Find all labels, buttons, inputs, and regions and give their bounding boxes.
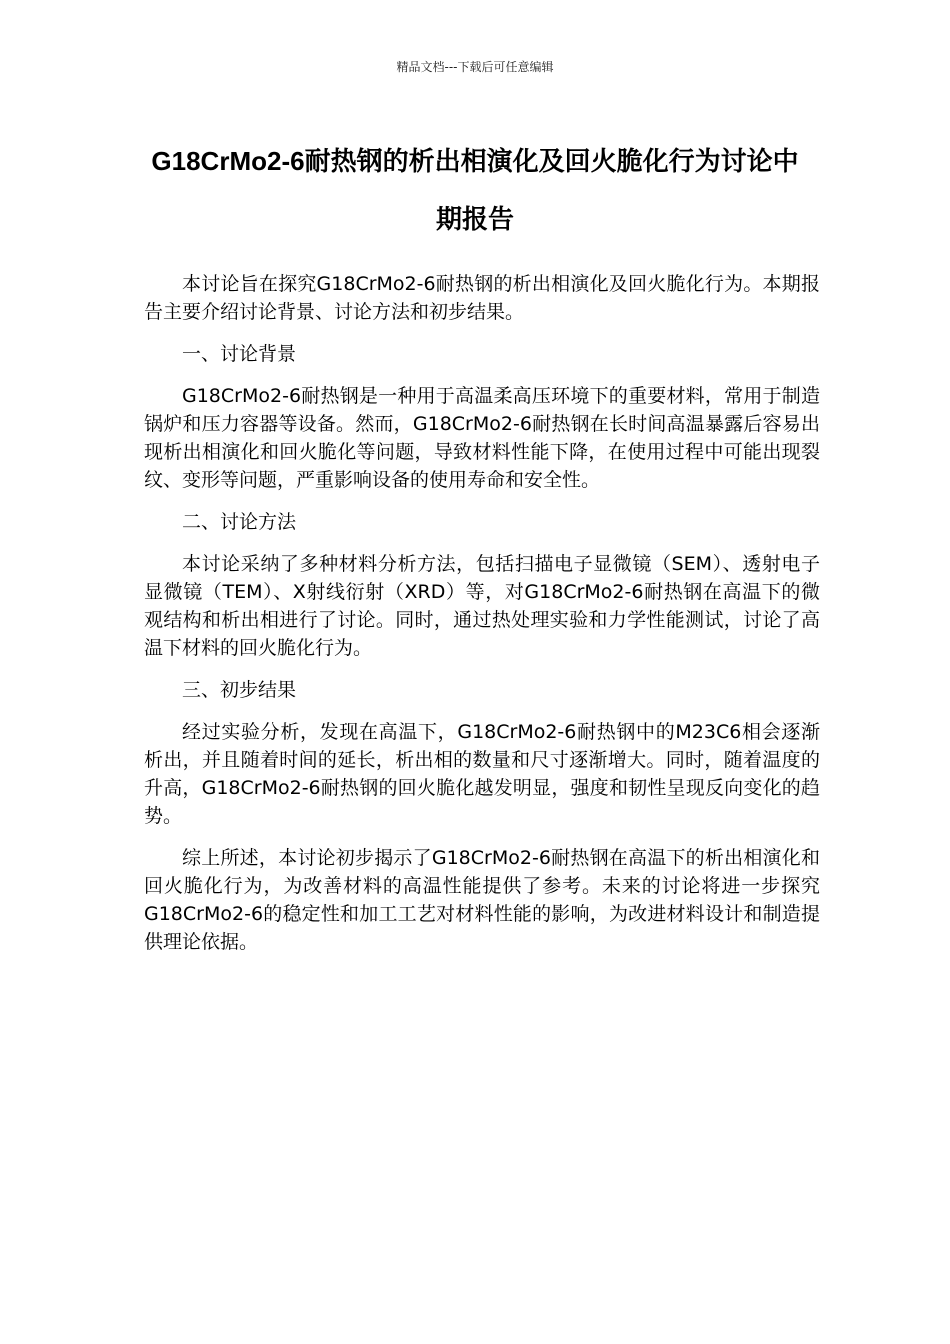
document-body: [144, 270, 820, 970]
section-heading-results: 三、初步结果: [182, 679, 297, 701]
section-paragraph-results: 经过实验分析，发现在高温下，G18CrMo2-6耐热钢中的M23C6相会逐渐析出，并且随着时间的延长，析出相的数量和尺寸逐渐增大。同时，随着温度的升高，G18CrMo2-6耐热钢的回火脆化越发明显，强度和韧性呈现反向变化的趋势。: [144, 721, 820, 827]
section-heading-methods: 二、讨论方法: [182, 511, 297, 533]
document-title: G18CrMo2-6耐热钢的析出相演化及回火脆化行为讨论中期报告: [151, 146, 799, 234]
section-heading-background: 一、讨论背景: [182, 343, 297, 365]
section-paragraph-background: G18CrMo2-6耐热钢是一种用于高温柔高压环境下的重要材料，常用于制造锅炉和压力容器等设备。然而，G18CrMo2-6耐热钢在长时间高温暴露后容易出现析出相演化和回火脆化等问题，导致材料性能下降，在使用过程中可能出现裂纹、变形等问题，严重影响设备的使用寿命和安全性。: [144, 385, 820, 491]
conclusion-paragraph: 综上所述，本讨论初步揭示了G18CrMo2-6耐热钢在高温下的析出相演化和回火脆化行为，为改善材料的高温性能提供了参考。未来的讨论将进一步探究G18CrMo2-6的稳定性和加工工艺对材料性能的影响，为改进材料设计和制造提供理论依据。: [144, 847, 820, 953]
header-note: 精品文档---下载后可任意编辑: [396, 60, 554, 74]
section-paragraph-methods: 本讨论采纳了多种材料分析方法，包括扫描电子显微镜（SEM）、透射电子显微镜（TEM）、X射线衍射（XRD）等，对G18CrMo2-6耐热钢在高温下的微观结构和析出相进行了讨论。同时，通过热处理实验和力学性能测试，讨论了高温下材料的回火脆化行为。: [144, 553, 820, 659]
intro-paragraph: 本讨论旨在探究G18CrMo2-6耐热钢的析出相演化及回火脆化行为。本期报告主要介绍讨论背景、讨论方法和初步结果。: [144, 273, 820, 323]
